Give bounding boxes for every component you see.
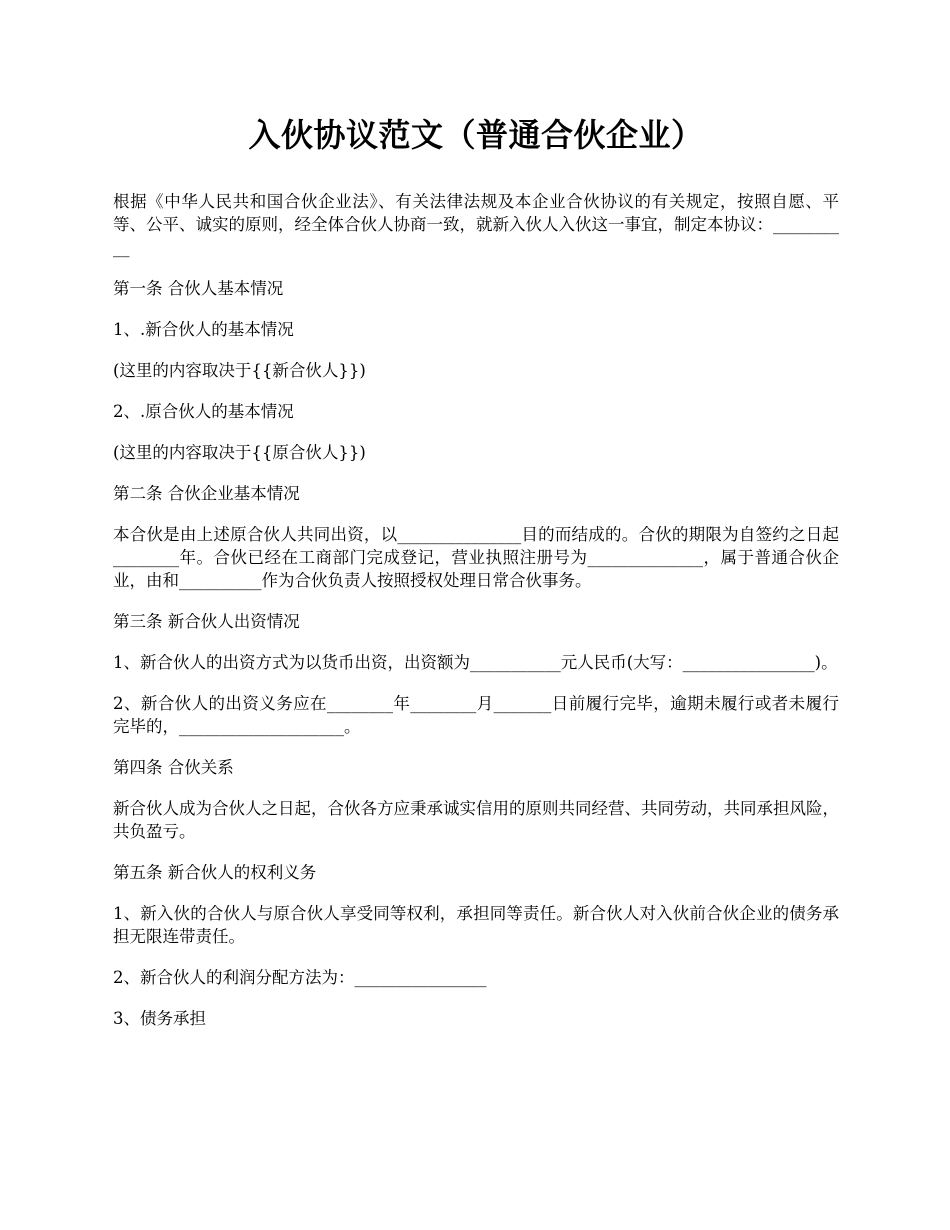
enterprise-info-paragraph: 本合伙是由上述原合伙人共同出资，以_______________目的而结成的。合伙的期限为自签约之日起 ________年。合伙已经在工商部门完成登记，营业执照注册号为______________，属于普通合伙企业，由和__________作为合伙负责人按照授权处理日常合伙事务。: [113, 525, 889, 590]
article-2-heading: 第二条 合伙企业基本情况: [113, 484, 300, 503]
article-3-heading: 第三条 新合伙人出资情况: [113, 612, 300, 631]
original-partner-info-placeholder: (这里的内容取决于{{原合伙人}}): [113, 443, 366, 462]
article-4-heading: 第四条 合伙关系: [113, 758, 234, 777]
article-5-heading: 第五条 新合伙人的权利义务: [113, 863, 317, 882]
partnership-relation-paragraph: 新合伙人成为合伙人之日起，合伙各方应秉承诚实信用的原则共同经营、共同劳动，共同承担风险，共负盈亏。: [113, 799, 839, 841]
article-1-heading: 第一条 合伙人基本情况: [113, 279, 284, 298]
new-partner-info-placeholder: (这里的内容取决于{{新合伙人}}): [113, 361, 366, 380]
contribution-deadline-paragraph: 2、新合伙人的出资义务应在________年________月_______日前履行完毕，逾期未履行或者未履行完毕的，____________________。: [113, 694, 839, 736]
contribution-method-paragraph: 1、新合伙人的出资方式为以货币出资，出资额为___________元人民币(大写：________________)。: [113, 653, 838, 672]
original-partner-info-label: 2、.原合伙人的基本情况: [113, 402, 294, 421]
preamble-paragraph: 根据《中华人民共和国合伙企业法》、有关法律法规及本企业合伙协议的有关规定，按照自愿、平等、公平、诚实的原则，经全体合伙人协商一致，就新入伙人入伙这一事宜，制定本协议：__________: [113, 192, 839, 257]
new-partner-info-label: 1、.新合伙人的基本情况: [113, 320, 294, 339]
document-body: [113, 112, 889, 1048]
profit-distribution-paragraph: 2、新合伙人的利润分配方法为：________________: [113, 968, 487, 987]
rights-duties-paragraph: 1、新入伙的合伙人与原合伙人享受同等权利，承担同等责任。新合伙人对入伙前合伙企业的债务承担无限连带责任。: [113, 904, 839, 946]
document-title: 入伙协议范文（普通合伙企业）: [248, 116, 704, 154]
debt-liability-label: 3、债务承担: [113, 1009, 206, 1028]
